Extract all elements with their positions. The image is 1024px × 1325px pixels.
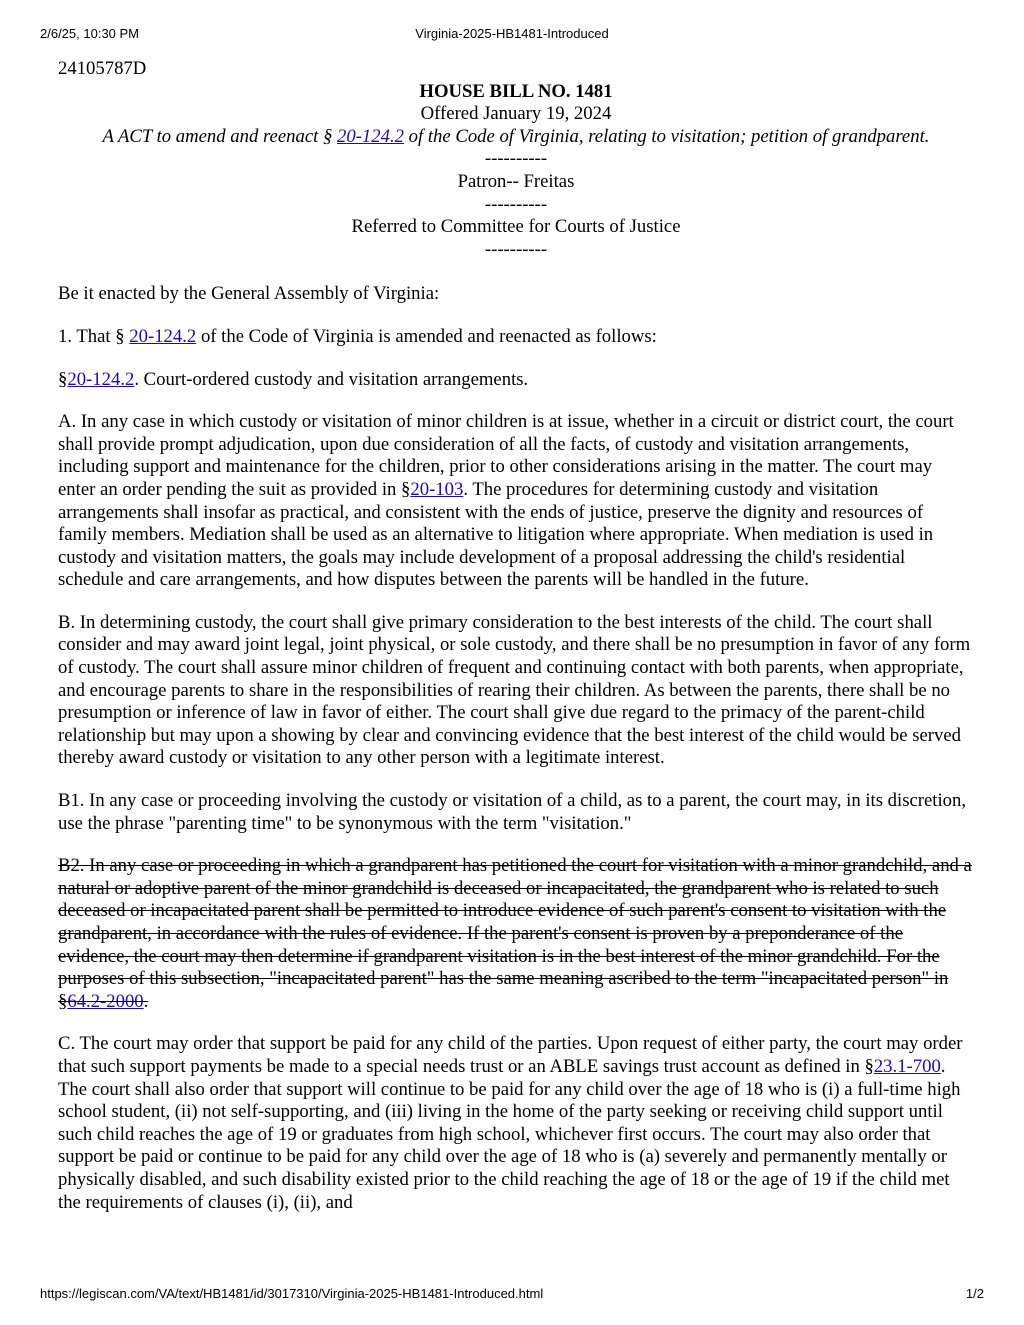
bill-document xyxy=(58,58,974,1214)
paragraph-c-part1: C. The court may order that support be paid for any child of the parties. Upon request of either party, the court may order that such support payments be made to a special needs trust or an ABLE savings trust account as defined in § xyxy=(58,1033,963,1077)
paragraph-c-code-link[interactable]: 23.1-700 xyxy=(873,1055,941,1077)
paragraph-a-code-link[interactable]: 20-103 xyxy=(410,478,464,500)
paragraph-b1: B1. In any case or proceeding involving the custody or visitation of a child, as to a parent, the court may, in its discretion, use the phrase "parenting time" to be synonymous with the term "visitation." xyxy=(58,790,967,834)
act-prefix: A ACT to amend and reenact § xyxy=(102,125,337,147)
section-heading xyxy=(58,369,974,392)
print-page-number: 1/2 xyxy=(965,1286,984,1301)
bill-patron: Patron-- Freitas xyxy=(457,170,575,192)
paragraph-b2-part2: . xyxy=(143,990,149,1012)
section-heading-suffix: . Court-ordered custody and visitation arrangements. xyxy=(134,368,529,390)
paragraph-c-part2: . The court shall also order that support will continue to be paid for any child over the age of 18 who is (i) a full-time high school student, (ii) not self-supporting, and (iii) living in the home of the party seeking or receiving child support until such child reaches the age of 19 or graduates from high school, whichever first occurs. The court may also order that support be paid or continue to be paid for any child over the age of 18 who is (a) severely and permanently mentally or physically disabled, and such disability existed prior to the child reaching the age of 18 or the age of 19 if the child met the requirements of clauses (i), (ii), and xyxy=(58,1055,961,1213)
separator-3: ---------- xyxy=(484,238,548,260)
bill-number-code: 24105787D xyxy=(58,58,147,79)
bill-referred: Referred to Committee for Courts of Justice xyxy=(351,216,681,238)
print-header xyxy=(0,26,1024,42)
section-1-prefix: 1. That § xyxy=(58,325,130,347)
bill-act-description xyxy=(58,126,974,149)
act-code-link[interactable]: 20-124.2 xyxy=(337,125,404,147)
paragraph-a-part1: A. In any case in which custody or visitation of minor children is at issue, whether in a circuit or district court, the court shall provide prompt adjudication, upon due consideration of all the facts, of custody and visitation arrangements, including support and maintenance for the children, prior to other considerations arising in the matter. The court may enter an order pending the suit as provided in § xyxy=(58,411,954,500)
print-doc-title: Virginia-2025-HB1481-Introduced xyxy=(415,26,609,41)
section-1-code-link[interactable]: 20-124.2 xyxy=(129,325,197,347)
section-heading-prefix: § xyxy=(58,368,68,390)
bill-title: HOUSE BILL NO. 1481 xyxy=(419,80,613,102)
section-1-suffix: of the Code of Virginia is amended and reenacted as follows: xyxy=(196,325,657,347)
separator-1: ---------- xyxy=(484,148,548,170)
paragraph-a-part2: . The procedures for determining custody and visitation arrangements shall insofar as practical, and consistent with the ends of justice, preserve the dignity and resources of family members. Mediation shall be used as an alternative to litigation where appropriate. When mediation is used in custody and visitation matters, the goals may include development of a proposal addressing the child's residential schedule and care arrangements, and how disputes between the parents will be handled in the future. xyxy=(58,478,934,591)
print-url: https://legiscan.com/VA/text/HB1481/id/3017310/Virginia-2025-HB1481-Introduced.html xyxy=(40,1286,544,1301)
print-footer xyxy=(0,1286,1024,1302)
paragraph-b: B. In determining custody, the court shall give primary consideration to the best interests of the child. The court shall consider and may award joint legal, joint physical, or sole custody, and there shall be no presumption in favor of any form of custody. The court shall assure minor children of frequent and continuing contact with both parents, when appropriate, and encourage parents to share in the responsibilities of rearing their children. As between the parents, there shall be no presumption or inference of law in favor of either. The court shall give due regard to the primacy of the parent-child relationship but may upon a showing by clear and convincing evidence that the best interest of the child would be served thereby award custody or visitation to any other person with a legitimate interest. xyxy=(58,611,971,769)
print-datetime: 2/6/25, 10:30 PM xyxy=(40,26,140,41)
paragraph-c xyxy=(58,1033,974,1214)
paragraph-b2-part1: B2. In any case or proceeding in which a grandparent has petitioned the court for visitation with a minor grandchild, and a natural or adoptive parent of the minor grandchild is deceased or incapacitated, the grandparent who is related to such deceased or incapacitated parent shall be permitted to introduce evidence of such parent's consent to visitation with the grandparent, in accordance with the rules of evidence. If the parent's consent is proven by a preponderance of the evidence, the court may then determine if grandparent visitation is in the best interest of the minor grandchild. For the purposes of this subsection, "incapacitated parent" has the same meaning ascribed to the term "incapacitated person" in § xyxy=(58,855,972,1012)
paragraph-b2-struck xyxy=(58,855,974,1013)
section-1-text xyxy=(58,326,974,349)
act-suffix: of the Code of Virginia, relating to visitation; petition of grandparent. xyxy=(403,125,930,147)
separator-2: ---------- xyxy=(484,193,548,215)
bill-offered-date: Offered January 19, 2024 xyxy=(420,103,612,125)
paragraph-a xyxy=(58,411,974,592)
enacting-clause: Be it enacted by the General Assembly of Virginia: xyxy=(58,283,440,305)
paragraph-b2-code-link[interactable]: 64.2-2000 xyxy=(67,990,144,1012)
section-heading-code-link[interactable]: 20-124.2 xyxy=(67,368,135,390)
